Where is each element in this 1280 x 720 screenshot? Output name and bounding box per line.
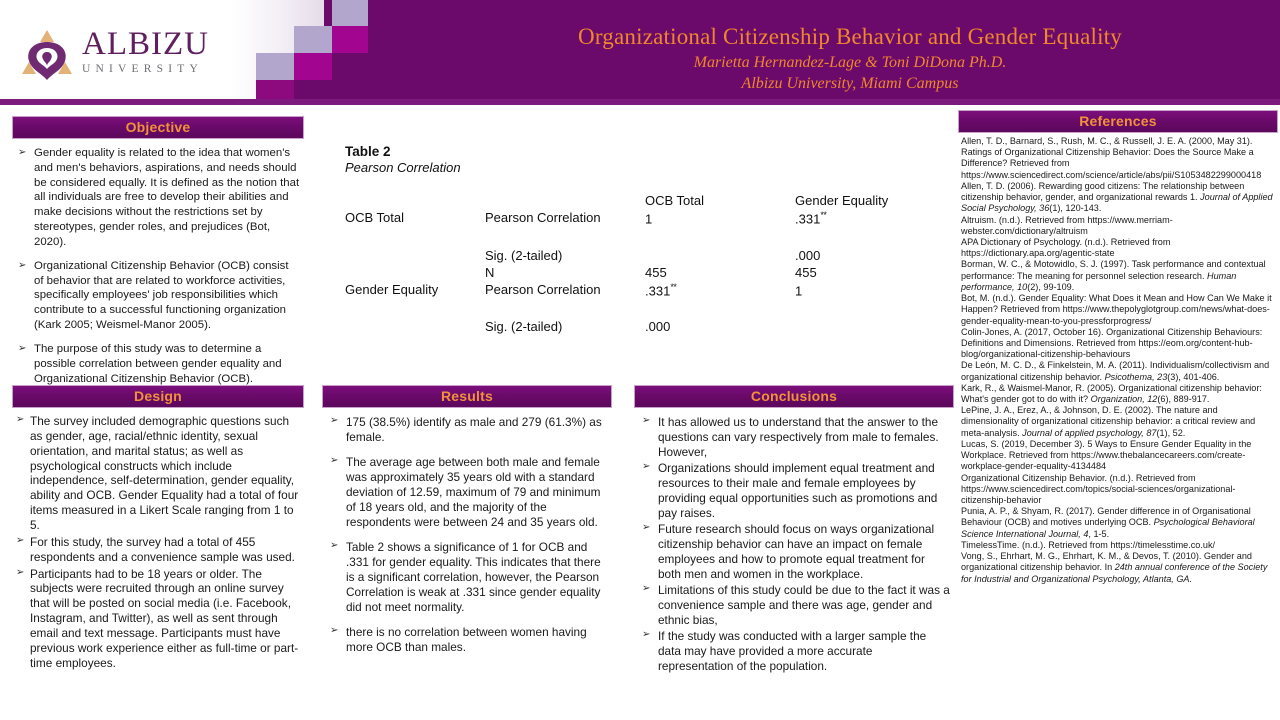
reference-entry: Bot, M. (n.d.). Gender Equality: What Does it Mean and How Can We Make it Happen? Retrieved from https://www.thepolyglotgroup.com/news/what-does-gender-equality-mean-to-you-pressforprogress/ bbox=[961, 293, 1272, 326]
logo-subtitle: UNIVERSITY bbox=[82, 63, 203, 75]
reference-entry: Vong, S., Ehrhart, M. G., Ehrhart, K. M., & Devos, T. (2010). Gender and organizational citizenship behavior. In 24th annual conference of the Society for Industrial and Organizational Psychology, Atlanta, GA. bbox=[961, 551, 1268, 584]
list-item: ➢ Future research should focus on ways organizational citizenship behavior can have an impact on female employees and how to promote equal treatment for both men and women in the workplace. bbox=[642, 522, 950, 582]
list-item: ➢ Organizational Citizenship Behavior (OCB) consist of behavior that are related to workforce activities, specifically employees' job responsibilities which contribute to a successful functioning organization (Kark 2005; Weismel-Manor 2005). bbox=[18, 259, 300, 333]
mosaic-tile bbox=[294, 26, 332, 53]
design-body bbox=[12, 408, 304, 671]
reference-entry: Allen, T. D. (2006). Rewarding good citizens: The relationship between citizenship behavior, gender, and organizational rewards 1. Journal of Applied Social Psychology, 36(1), 120-143. bbox=[961, 180, 1273, 214]
row-label bbox=[345, 248, 485, 265]
section-heading-design: Design bbox=[12, 385, 304, 408]
section-conclusions bbox=[634, 385, 954, 674]
poster-banner bbox=[0, 0, 1280, 105]
table-col-header: OCB Total bbox=[645, 193, 705, 208]
list-item: ➢ If the study was conducted with a larger sample the data may have provided a more accurate representation of the population. bbox=[642, 629, 950, 674]
section-heading-results: Results bbox=[322, 385, 612, 408]
section-heading-objective: Objective bbox=[12, 116, 304, 139]
row-value-ge: .000 bbox=[795, 248, 821, 264]
mosaic-tile bbox=[294, 53, 332, 80]
table-row bbox=[345, 248, 945, 265]
row-value-ocb: .000 bbox=[645, 318, 671, 334]
design-bullet-list bbox=[16, 414, 302, 671]
row-label: Gender Equality bbox=[345, 282, 439, 298]
mosaic-decoration bbox=[232, 0, 402, 105]
row-value-ge: 1 bbox=[795, 283, 803, 299]
row-stat: Pearson Correlation bbox=[485, 282, 601, 298]
list-item: ➢ It has allowed us to understand that the answer to the questions can vary respectively from male to females. However, bbox=[642, 415, 950, 460]
reference-entry: Allen, T. D., Barnard, S., Rush, M. C., & Russell, J. E. A. (2000, May 31). Ratings of Organizational Citizenship Behavior: Does the Source Make a Difference? Retrieved from https://www.sciencedirect.com/science/article/abs/pii/S1053482299000418 bbox=[961, 136, 1262, 180]
row-label: OCB Total bbox=[345, 210, 405, 225]
list-item: ➢ there is no correlation between women having more OCB than males. bbox=[330, 625, 608, 655]
poster-title-block bbox=[420, 24, 1280, 93]
reference-entry: LePine, J. A., Erez, A., & Johnson, D. E. (2002). The nature and dimensionality of organizational citizenship behavior: a critical review and meta-analysis. Journal of applied psychology, 87(1), 52. bbox=[961, 405, 1256, 438]
table-header-row bbox=[345, 193, 945, 210]
reference-entry: APA Dictionary of Psychology. (n.d.). Retrieved from https://dictionary.apa.org/agentic-state bbox=[961, 236, 1171, 259]
mosaic-tile bbox=[332, 0, 368, 26]
table-caption: Table 2 bbox=[345, 144, 391, 159]
row-value-ocb: 1 bbox=[645, 211, 653, 227]
list-item: ➢ Table 2 shows a significance of 1 for OCB and .331 for gender equality. This indicates that there is a significant correlation, however, the Pearson Correlation is weak at .331 since gender equality did not meet normality. bbox=[330, 540, 608, 615]
list-item: ➢ 175 (38.5%) identify as male and 279 (61.3%) as female. bbox=[330, 415, 608, 445]
list-item: ➢ Organizations should implement equal treatment and resources to their male and female employees by providing equal opportunities such as promotions and pay raises. bbox=[642, 461, 950, 521]
reference-entry: Organizational Citizenship Behavior. (n.d.). Retrieved from https://www.sciencedirect.com/topics/social-sciences/organizational-citizenship-behavior bbox=[961, 472, 1236, 505]
section-results bbox=[322, 385, 612, 665]
table-row bbox=[345, 210, 945, 228]
row-stat: Sig. (2-tailed) bbox=[485, 248, 563, 264]
table-col-header: Gender Equality bbox=[795, 193, 889, 208]
list-item: ➢ The purpose of this study was to determine a possible correlation between gender equality and Organizational Citizenship Behavior (OCB). bbox=[18, 342, 300, 386]
row-value-ocb: 455 bbox=[645, 265, 667, 281]
row-value-ge: 455 bbox=[795, 265, 817, 281]
row-value-ge: .331** bbox=[795, 210, 827, 227]
mosaic-tile bbox=[368, 0, 402, 26]
row-value-ocb bbox=[645, 248, 795, 265]
results-bullet-list bbox=[330, 415, 608, 655]
conclusions-bullet-list bbox=[642, 415, 950, 673]
correlation-table-block bbox=[345, 144, 945, 336]
mosaic-tile bbox=[256, 53, 294, 80]
section-objective bbox=[12, 116, 304, 395]
table-col-header bbox=[485, 193, 645, 210]
row-stat: Pearson Correlation bbox=[485, 210, 601, 225]
section-heading-conclusions: Conclusions bbox=[634, 385, 954, 408]
list-item: ➢ Limitations of this study could be due to the fact it was a convenience sample and there was age, gender and ethnic bias, bbox=[642, 583, 950, 628]
albizu-logo-text bbox=[82, 28, 209, 76]
pearson-correlation-table bbox=[345, 193, 945, 336]
mosaic-tile bbox=[368, 26, 402, 53]
poster-authors: Marietta Hernandez-Lage & Toni DiDona Ph.D. bbox=[693, 54, 1007, 72]
row-stat: N bbox=[485, 265, 495, 281]
reference-entry: Borman, W. C., & Motowidlo, S. J. (1997). Task performance and contextual performance: The meaning for personnel selection research. Human performance, 10(2), 99-109. bbox=[961, 259, 1266, 292]
results-body bbox=[322, 408, 612, 655]
table-spacer-row bbox=[345, 228, 945, 248]
table-row bbox=[345, 282, 945, 300]
row-value-ocb: .331** bbox=[645, 282, 677, 299]
table-row bbox=[345, 265, 945, 282]
poster-affiliation: Albizu University, Miami Campus bbox=[741, 74, 959, 92]
table-row bbox=[345, 319, 945, 336]
table-col-header bbox=[345, 193, 485, 210]
page-title: Organizational Citizenship Behavior and Gender Equality bbox=[578, 24, 1122, 49]
reference-entry: Lucas, S. (2019, December 3). 5 Ways to Ensure Gender Equality in the Workplace. Retrieved from https://www.thebalancecareers.com/create-workplace-gender-equality-4134484 bbox=[961, 438, 1252, 472]
table-subcaption: Pearson Correlation bbox=[345, 160, 461, 175]
mosaic-tile bbox=[332, 26, 368, 53]
logo-name: ALBIZU bbox=[82, 26, 209, 62]
list-item: ➢ The average age between both male and female was approximately 35 years old with a standard deviation of 12.59, maximum of 79 and minimum of 18 years old, and the majority of the respondents were between 24 and 35 years old. bbox=[330, 455, 608, 530]
list-item: ➢ The survey included demographic questions such as gender, age, racial/ethnic identity, sexual orientation, and marital status; as well as psychological constructs which include independence, self-determination, gender equality, ability and OCB. Gender Equality had a total of four items measured in a Likert Scale ranging from 1 to 5. bbox=[16, 414, 302, 533]
row-value-ge bbox=[795, 319, 945, 336]
row-label bbox=[345, 319, 485, 336]
row-stat: Sig. (2-tailed) bbox=[485, 318, 563, 334]
mosaic-tile bbox=[332, 53, 402, 80]
references-body bbox=[958, 133, 1278, 585]
section-heading-references: References bbox=[958, 110, 1278, 133]
reference-entry: Colin-Jones, A. (2017, October 16). Organizational Citizenship Behaviours: Definitions and Dimensions. Retrieved from https://eom.org/content-hub-blog/organizational-citizenship-behaviours bbox=[961, 326, 1263, 360]
table-spacer-row bbox=[345, 301, 945, 319]
albizu-logo-mark bbox=[16, 28, 78, 84]
reference-entry: TimelessTime. (n.d.). Retrieved from https://timelesstime.co.uk/ bbox=[961, 539, 1216, 550]
section-references bbox=[958, 110, 1278, 585]
list-item: ➢ For this study, the survey had a total of 455 respondents and a convenience sample was used. bbox=[16, 535, 302, 565]
reference-entry: Altruism. (n.d.). Retrieved from https://www.merriam-webster.com/dictionary/altruism bbox=[961, 214, 1173, 236]
list-item: ➢ Gender equality is related to the idea that women's and men's behaviors, aspirations, and needs should be considered equally. It is defined as the notion that all individuals are free to develop their abilities and make decisions without the restrictions set by stereotypes, gender roles, and prejudices (Bot, 2020). bbox=[18, 146, 300, 250]
reference-entry: De León, M. C. D., & Finkelstein, M. A. (2011). Individualism/collectivism and organizational citizenship behavior. Psicothema, 23(3), 401-406. bbox=[961, 360, 1270, 382]
reference-entry: Kark, R., & Waismel-Manor, R. (2005). Organizational citizenship behavior: What's gender got to do with it? Organization, 12(6), 889-917. bbox=[961, 382, 1262, 405]
albizu-logo bbox=[16, 26, 241, 86]
list-item: ➢ Participants had to be 18 years or older. The subjects were recruited through an online survey that will be posted on social media (i.e. Facebook, Instagram, and Twitter), as well as sent through email and text message. Participants must have previous work experience either as full-time or part-time employees. bbox=[16, 567, 302, 671]
row-label bbox=[345, 265, 485, 282]
banner-underline bbox=[0, 99, 1280, 105]
section-design bbox=[12, 385, 304, 673]
objective-body bbox=[12, 139, 304, 386]
objective-bullet-list bbox=[18, 146, 300, 386]
reference-entry: Punia, A. P., & Shyam, R. (2017). Gender difference in of Organisational Behaviour (OCB) and motives underlying OCB. Psychological Behavioral Science International Journal, 4, 1-5. bbox=[961, 506, 1255, 539]
conclusions-body bbox=[634, 408, 954, 673]
